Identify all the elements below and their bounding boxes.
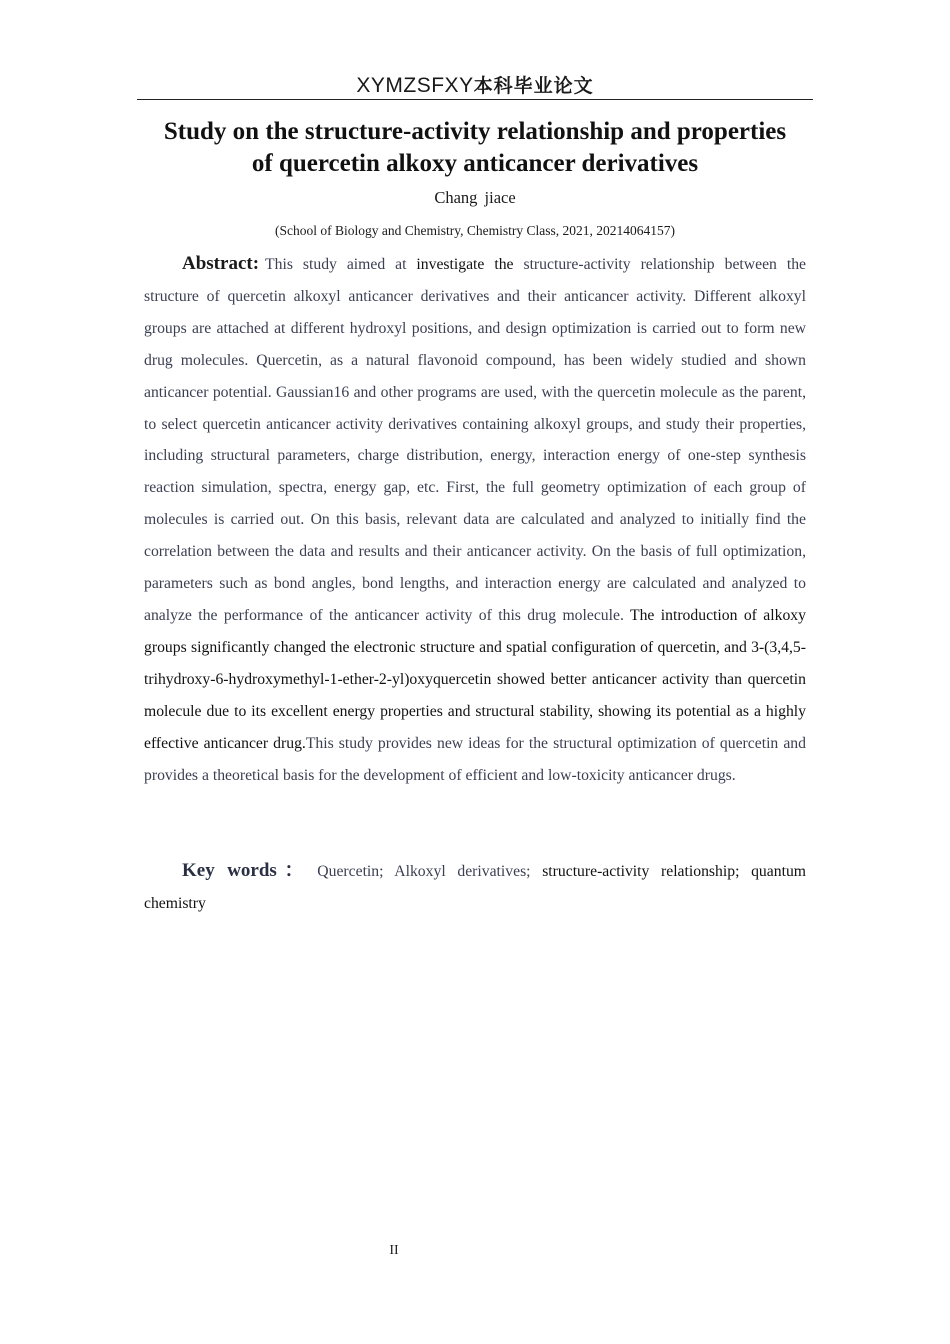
paper-title xyxy=(140,116,810,180)
paper-title-line-2: of quercetin alkoxy anticancer derivatives xyxy=(251,150,699,177)
keywords-text-1: Quercetin; Alkoxyl derivatives; xyxy=(317,863,543,880)
abstract-text-5: This study provides new ideas for the structural optimization of quercetin and provides a theoretical basis for the development of efficient and low-toxicity anticancer drugs. xyxy=(144,734,806,784)
abstract-text-2: investigate the xyxy=(416,256,524,273)
header-chinese-title: 本科毕业论文 xyxy=(473,75,594,97)
abstract-paragraph xyxy=(144,248,806,791)
header-divider xyxy=(137,99,813,100)
paper-title-line-1: Study on the structure-activity relationship and properties xyxy=(163,118,787,145)
author-affiliation: (School of Biology and Chemistry, Chemistry Class, 2021, 20214064157) xyxy=(275,223,675,238)
author-name: Chang jiace xyxy=(434,188,516,207)
header-code: XYMZSFXY xyxy=(356,74,474,97)
abstract-text-3: structure-activity relationship between the structure of quercetin alkoxyl anticancer derivatives and their anticancer activity. Different alkoxyl groups are attached at different hydroxyl positions, and design optimization is carried out to form new drug molecules. Quercetin, as a natural flavonoid compound, has been widely studied and shown anticancer potential. Gaussian16 and other programs are used, with the quercetin molecule as the parent, to select quercetin anticancer activity derivatives containing alkoxyl groups, and study their properties, including structural parameters, charge distribution, energy, interaction energy of one-step synthesis reaction simulation, spectra, energy gap, etc. First, the full geometry optimization of each group of molecules is carried out. On this basis, relevant data are calculated and analyzed to initially find the correlation between the data and results and their anticancer activity. On the basis of full optimization, parameters such as bond angles, bond lengths, and interaction energy are calculated and analyzed to analyze the performance of the anticancer activity of this drug molecule. xyxy=(144,256,806,624)
abstract-label: Abstract: xyxy=(182,253,260,274)
keywords-paragraph xyxy=(144,855,806,919)
keywords-label: Key words： xyxy=(182,860,312,881)
running-header xyxy=(137,72,813,100)
page-number: II xyxy=(389,1243,399,1258)
abstract-text-4: The introduction of alkoxy groups significantly changed the electronic structure and spatial configuration of quercetin, and 3-(3,4,5-trihydroxy-6-hydroxymethyl-1-ether-2-yl)oxyquercetin showed better anticancer activity than quercetin molecule due to its excellent energy properties and structural stability, showing its potential as a highly effective anticancer drug. xyxy=(144,606,806,752)
abstract-text-1: This study aimed at xyxy=(265,256,417,273)
keywords-text-2: structure-activity relationship; quantum chemistry xyxy=(144,863,806,912)
